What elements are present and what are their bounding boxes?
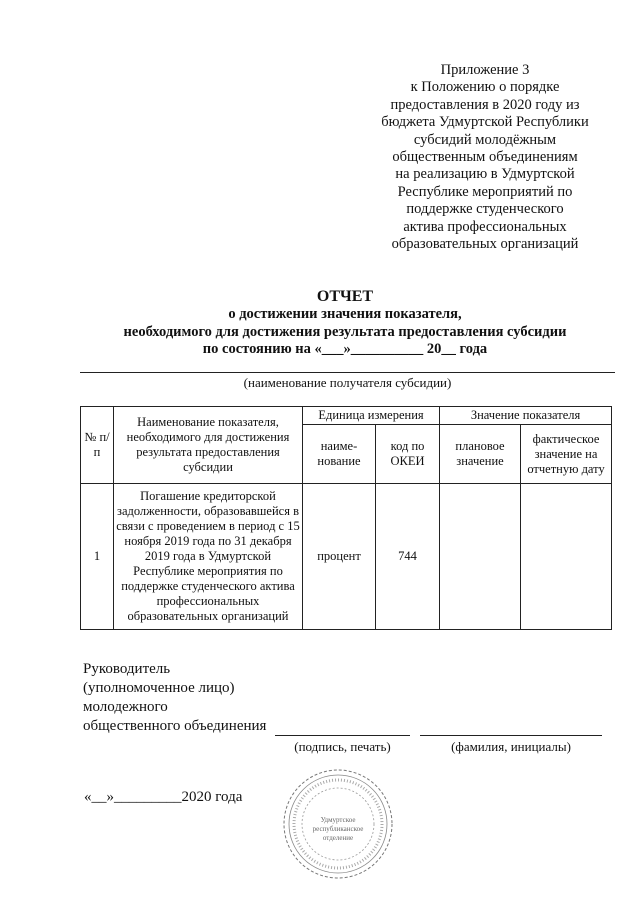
report-date-line: по состоянию на «___»__________ 20__ года <box>202 341 488 357</box>
recipient-name-line <box>80 372 615 373</box>
row-number: 1 <box>81 484 114 630</box>
appendix-block <box>360 62 610 253</box>
signer-line: Руководитель <box>83 661 171 677</box>
appendix-line: бюджета Удмуртской Республики <box>381 114 589 131</box>
appendix-line: на реализацию в Удмуртской <box>395 166 575 183</box>
signer-line: молодежного <box>83 699 168 715</box>
svg-text:отделение: отделение <box>322 834 354 842</box>
report-title: ОТЧЕТ <box>316 288 374 305</box>
report-subtitle-1: о достижении значения показателя, <box>228 306 462 322</box>
report-heading <box>60 287 630 359</box>
signature-line <box>275 735 410 736</box>
svg-text:республиканское: республиканское <box>312 825 364 833</box>
header-indicator-name: Наименование показателя, необходимого для достижения результата предоставления субсидии <box>114 407 303 484</box>
appendix-line: поддержке студенческого <box>406 201 564 218</box>
row-unit: процент <box>303 484 376 630</box>
header-unit: Единица измерения <box>303 407 440 425</box>
header-number: № п/п <box>81 407 114 484</box>
appendix-line: актива профессиональных <box>403 218 567 235</box>
name-line <box>420 735 602 736</box>
signer-line: (уполномоченное лицо) <box>83 680 235 696</box>
appendix-line: Приложение 3 <box>440 62 530 78</box>
row-indicator-name: Погашение кредиторской задолженности, образовавшейся в связи с проведением в период с 15 ноября 2019 года по 31 декабря 2019 года в Удмуртской Республике мероприятия по поддержке студенческого актива профессиональных образовательных организаций <box>114 484 303 630</box>
row-actual-value <box>521 484 612 630</box>
header-unit-name: наиме-нование <box>303 425 376 484</box>
header-value: Значение показателя <box>440 407 612 425</box>
recipient-caption: (наименование получателя субсидии) <box>243 375 452 390</box>
appendix-line: общественным объединениям <box>392 149 578 166</box>
stamp-seal <box>282 768 394 880</box>
name-caption: (фамилия, инициалы) <box>451 739 571 754</box>
date-line: «__»_________2020 года <box>84 789 243 805</box>
appendix-line: образовательных организаций <box>391 236 579 253</box>
appendix-line: субсидий молодёжным <box>413 131 557 148</box>
signer-block <box>83 660 266 736</box>
header-unit-code: код по ОКЕИ <box>376 425 440 484</box>
appendix-line: к Положению о порядке <box>410 79 560 96</box>
report-subtitle-2: необходимого для достижения результата предоставления субсидии <box>123 323 567 340</box>
indicator-table <box>80 406 612 630</box>
header-planned-value: плановое значение <box>440 425 521 484</box>
signer-line: общественного объединения <box>83 718 267 734</box>
signature-caption: (подпись, печать) <box>294 739 391 754</box>
svg-text:Удмуртское: Удмуртское <box>320 816 356 824</box>
appendix-line: предоставления в 2020 году из <box>390 96 580 113</box>
header-actual-value: фактическое значение на отчетную дату <box>521 425 612 484</box>
table-row <box>81 484 612 630</box>
row-planned-value <box>440 484 521 630</box>
row-unit-code: 744 <box>376 484 440 630</box>
appendix-line: Республике мероприятий по <box>397 183 573 200</box>
